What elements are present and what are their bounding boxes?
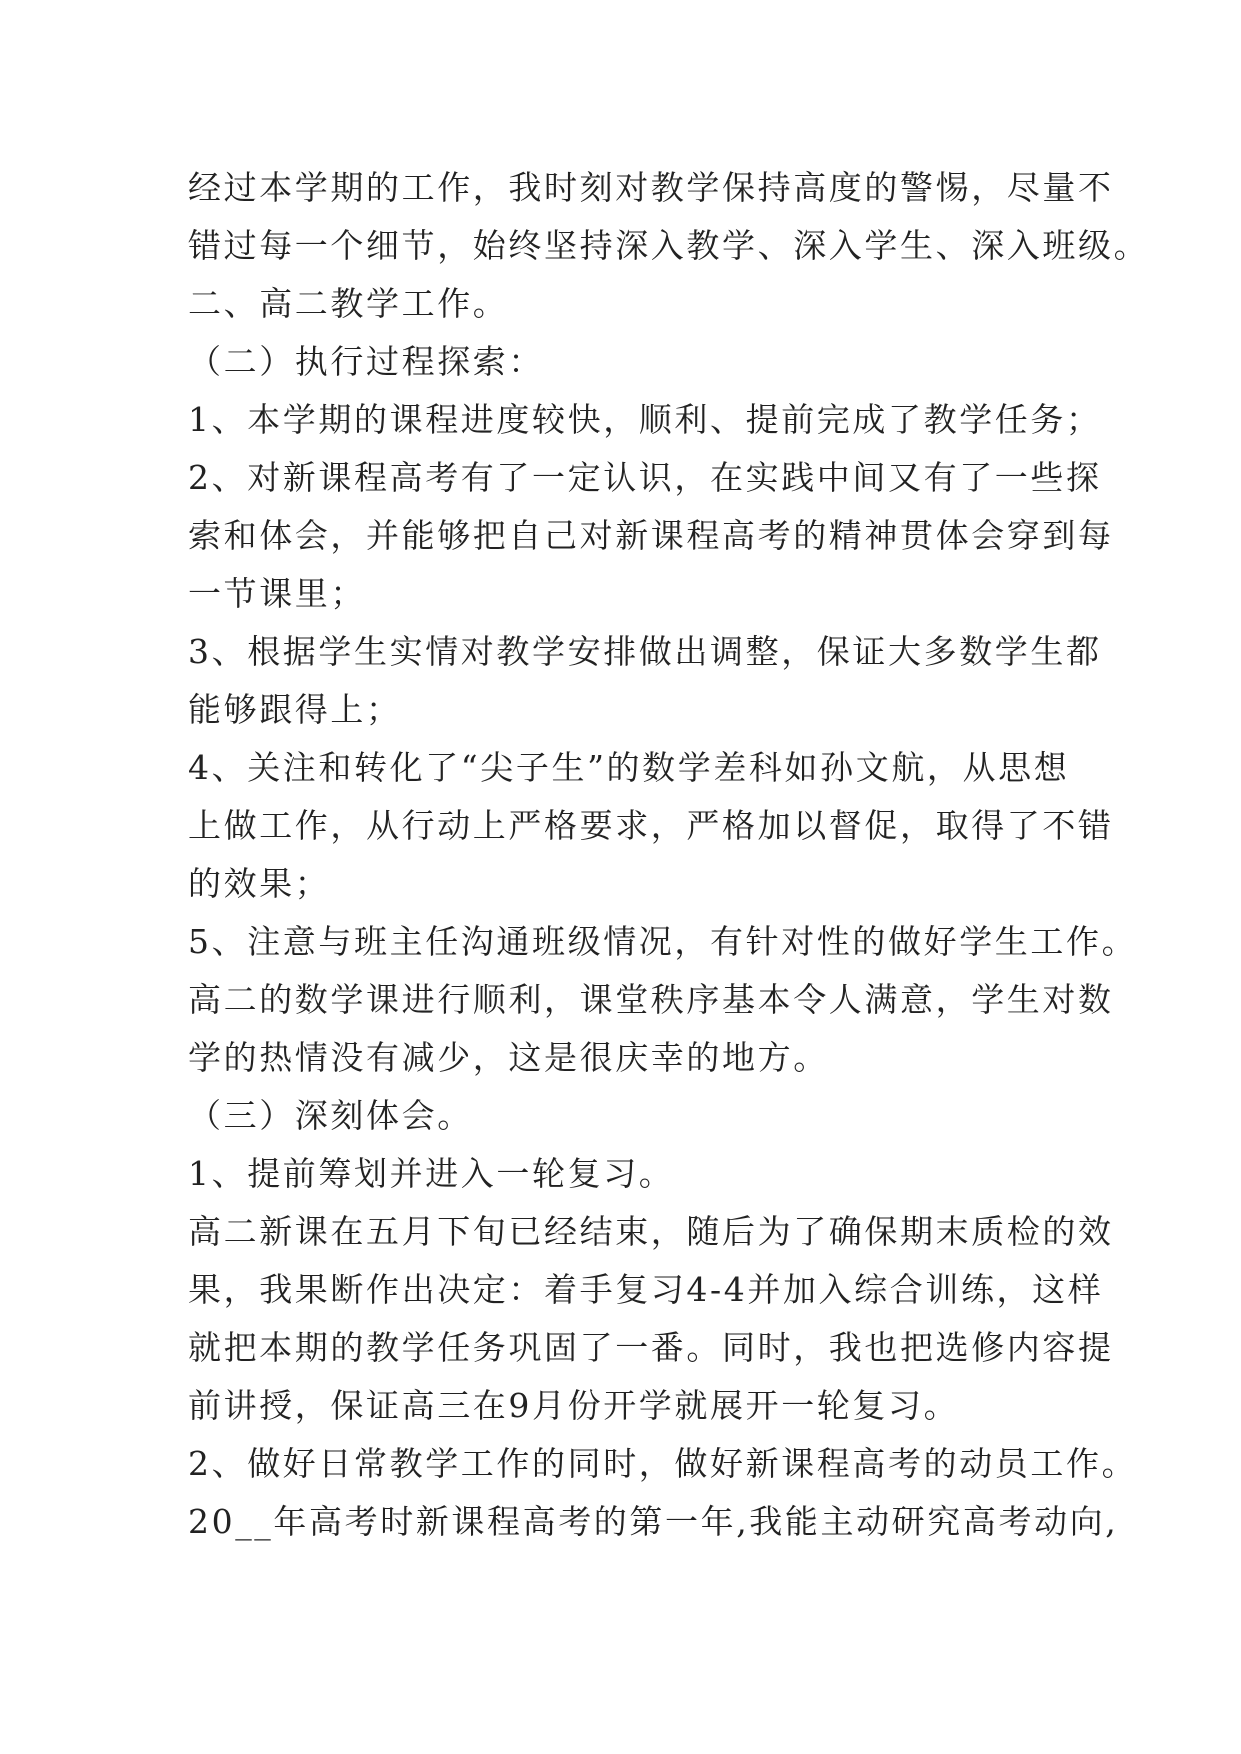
text-line: 经过本学期的工作，我时刻对教学保持高度的警惕，尽量不 <box>188 168 1114 207</box>
text-line: 1、提前筹划并进入一轮复习。 <box>188 1154 675 1193</box>
text-line: 高二的数学课进行顺利，课堂秩序基本令人满意，学生对数 <box>188 980 1114 1019</box>
text-line: 高二新课在五月下旬已经结束，随后为了确保期末质检的效 <box>188 1212 1114 1251</box>
text-line: 上做工作，从行动上严格要求，严格加以督促，取得了不错 <box>188 806 1114 845</box>
text-line: 错过每一个细节，始终坚持深入教学、深入学生、深入班级。 <box>188 226 1150 265</box>
text-line: （三）深刻体会。 <box>188 1096 473 1135</box>
text-line: 的效果； <box>188 864 331 903</box>
text-line: 2、对新课程高考有了一定认识，在实践中间又有了一些探 <box>188 458 1102 497</box>
text-line: 能够跟得上； <box>188 690 402 729</box>
text-line: 20__年高考时新课程高考的第一年,我能主动研究高考动向, <box>188 1502 1119 1541</box>
text-line: 就把本期的教学任务巩固了一番。同时，我也把选修内容提 <box>188 1328 1114 1367</box>
text-line: 果，我果断作出决定：着手复习4-4并加入综合训练，这样 <box>188 1270 1104 1309</box>
text-line: 学的热情没有减少，这是很庆幸的地方。 <box>188 1038 829 1077</box>
text-line: 4、关注和转化了“尖子生”的数学差科如孙文航，从思想 <box>188 748 1070 787</box>
text-line: 1、本学期的课程进度较快，顺利、提前完成了教学任务； <box>188 400 1102 439</box>
text-line: 一节课里； <box>188 574 366 613</box>
text-line: 3、根据学生实情对教学安排做出调整，保证大多数学生都 <box>188 632 1102 671</box>
text-line: 索和体会，并能够把自己对新课程高考的精神贯体会穿到每 <box>188 516 1114 555</box>
text-line: 二、高二教学工作。 <box>188 284 509 323</box>
text-line: （二）执行过程探索： <box>188 342 544 381</box>
text-line: 5、注意与班主任沟通班级情况，有针对性的做好学生工作。 <box>188 922 1138 961</box>
text-line: 前讲授，保证高三在9月份开学就展开一轮复习。 <box>188 1386 960 1425</box>
text-line: 2、做好日常教学工作的同时，做好新课程高考的动员工作。 <box>188 1444 1138 1483</box>
